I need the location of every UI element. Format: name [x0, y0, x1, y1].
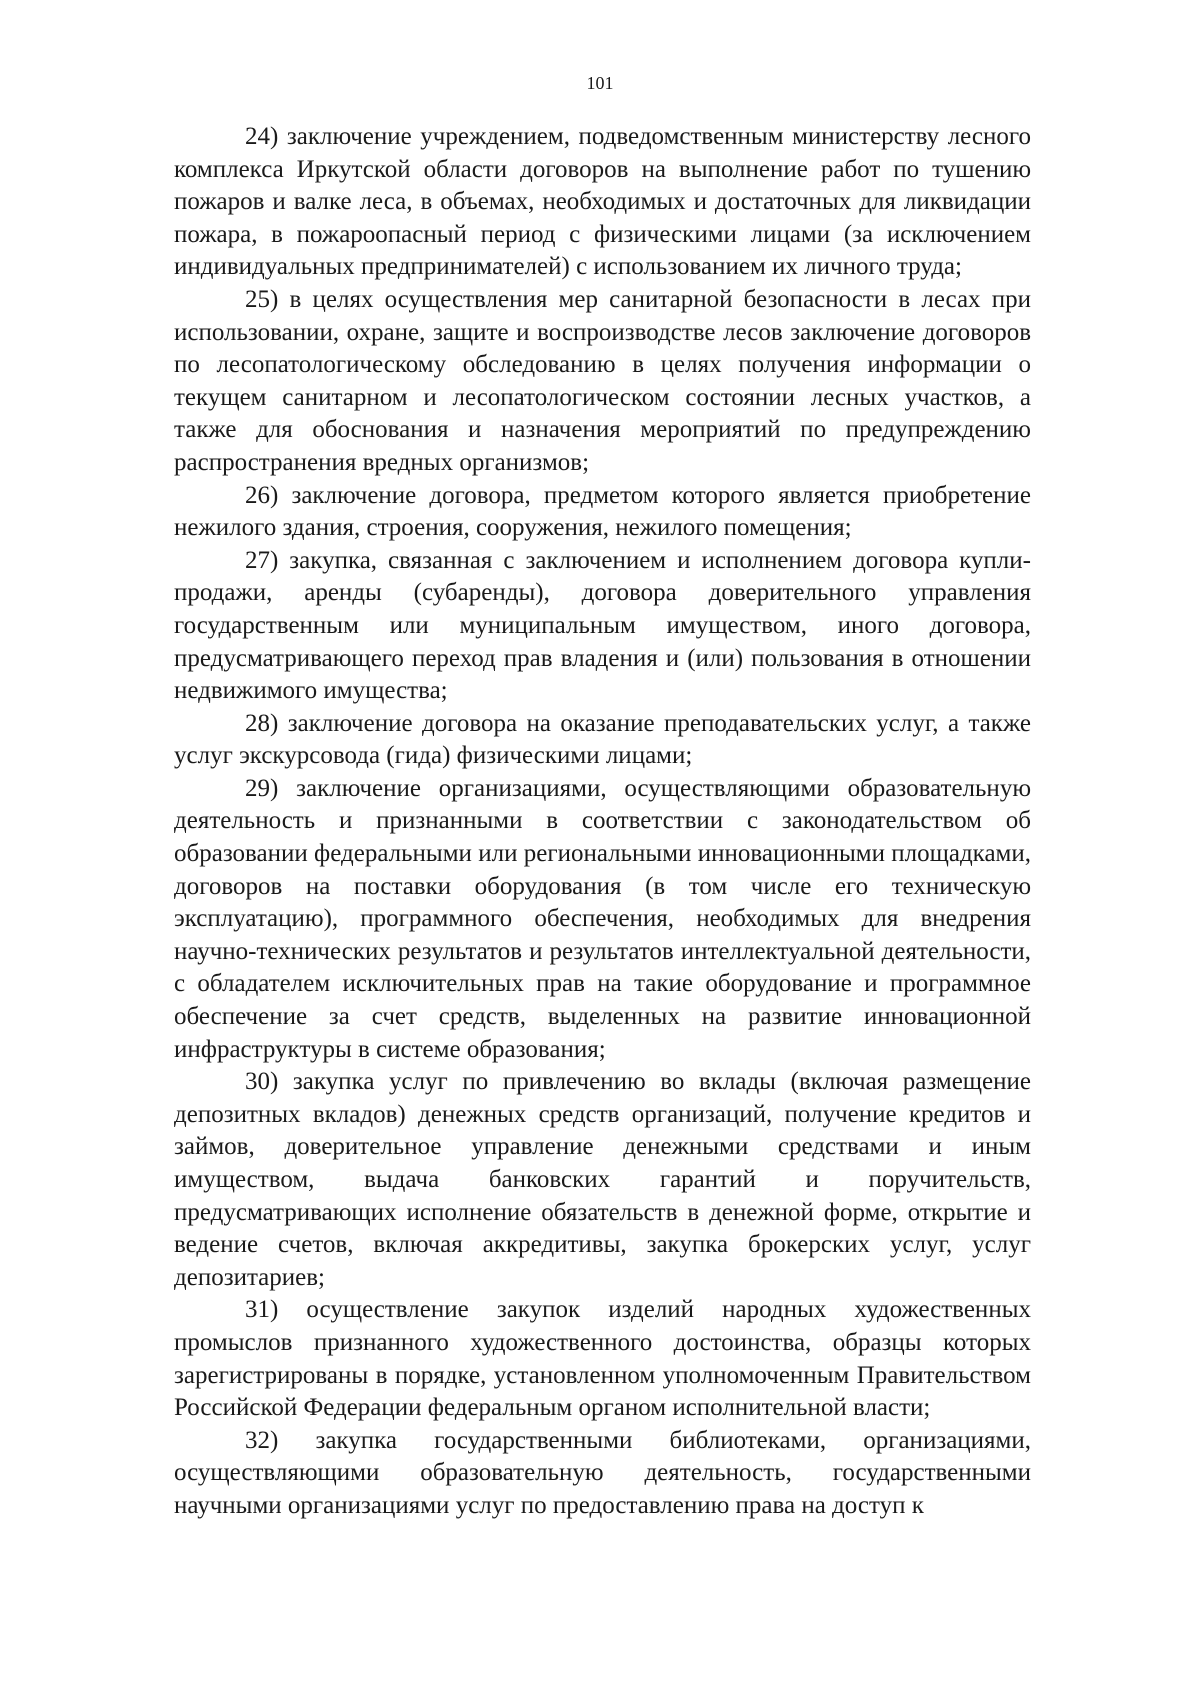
- paragraph-24: 24) заключение учреждением, подведомственным министерству лесного комплекса Иркутской области договоров на выполнение работ по тушению пожаров и валке леса, в объемах, необходимых и достаточных для ликвидации пожара, в пожароопасный период с физическими лицами (за исключением индивидуальных предпринимателей) с использованием их личного труда;: [174, 123, 1031, 281]
- paragraph-28: 28) заключение договора на оказание преподавательских услуг, а также услуг экскурсовода (гида) физическими лицами;: [174, 709, 1031, 770]
- document-body: [174, 121, 1031, 1523]
- paragraph-25: 25) в целях осуществления мер санитарной безопасности в лесах при использовании, охране, защите и воспроизводстве лесов заключение договоров по лесопатологическому обследованию в целях получения информации о текущем санитарном и лесопатологическом состоянии лесных участков, а также для обоснования и назначения мероприятий по предупреждению распространения вредных организмов;: [174, 285, 1031, 476]
- paragraph-30: 30) закупка услуг по привлечению во вклады (включая размещение депозитных вкладов) денежных средств организаций, получение кредитов и займов, доверительное управление денежными средствами и иным имуществом, выдача банковских гарантий и поручительств, предусматривающих исполнение обязательств в денежной форме, открытие и ведение счетов, включая аккредитивы, закупка брокерских услуг, услуг депозитариев;: [174, 1068, 1031, 1291]
- paragraph-29: 29) заключение организациями, осуществляющими образовательную деятельность и признанными в соответствии с законодательством об образовании федеральными или региональными инновационными площадками, договоров на поставки оборудования (в том числе его техническую эксплуатацию), программного обеспечения, необходимых для внедрения научно-технических результатов и результатов интеллектуальной деятельности, с обладателем исключительных прав на такие оборудование и программное обеспечение за счет средств, выделенных на развитие инновационной инфраструктуры в системе образования;: [174, 774, 1031, 1063]
- page-number: 101: [586, 73, 614, 93]
- paragraph-31: 31) осуществление закупок изделий народных художественных промыслов признанного художественного достоинства, образцы которых зарегистрированы в порядке, установленном уполномоченным Правительством Российской Федерации федеральным органом исполнительной власти;: [174, 1296, 1031, 1422]
- paragraph-26: 26) заключение договора, предметом которого является приобретение нежилого здания, строения, сооружения, нежилого помещения;: [174, 481, 1031, 542]
- paragraph-27: 27) закупка, связанная с заключением и исполнением договора купли-продажи, аренды (субаренды), договора доверительного управления государственным или муниципальным имуществом, иного договора, предусматривающего переход прав владения и (или) пользования в отношении недвижимого имущества;: [174, 546, 1031, 705]
- paragraph-32: 32) закупка государственными библиотеками, организациями, осуществляющими образовательную деятельность, государственными научными организациями услуг по предоставлению права на доступ к: [174, 1426, 1031, 1519]
